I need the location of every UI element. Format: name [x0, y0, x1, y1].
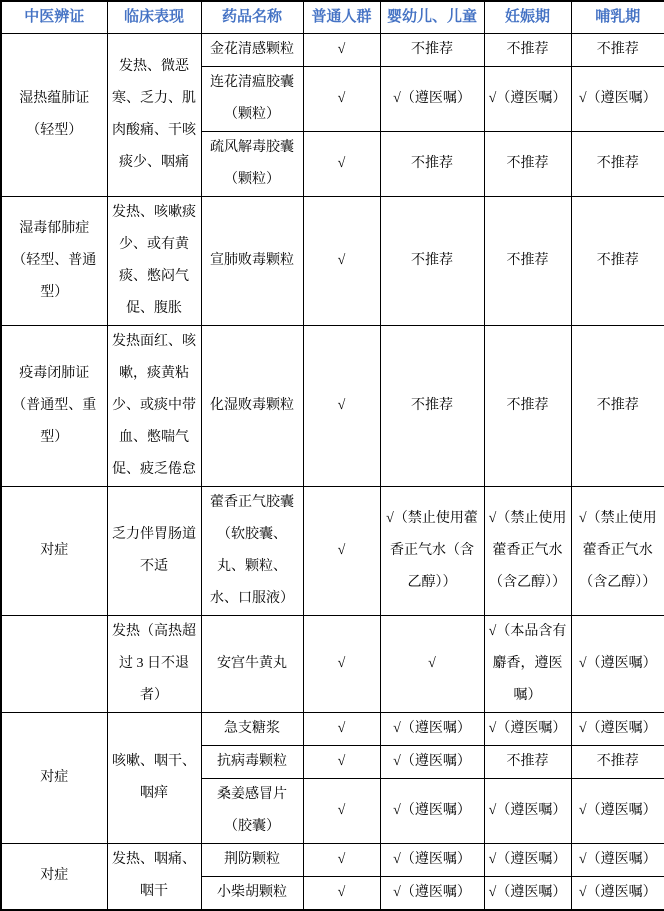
syndrome-cell: 湿毒郁肺症（轻型、普通型） — [1, 196, 107, 325]
header-clinical: 临床表现 — [107, 1, 201, 33]
rec-pregnancy-cell: √（遵医嘱） — [484, 66, 571, 131]
rec-lactation-cell: 不推荐 — [571, 325, 664, 486]
drug-name-cell: 宣肺败毒颗粒 — [201, 196, 303, 325]
drug-name-cell: 急支糖浆 — [201, 712, 303, 745]
rec-pregnancy-cell: √（本品含有麝香，遵医嘱） — [484, 615, 571, 712]
syndrome-cell: 对症 — [1, 486, 107, 615]
header-lactation: 哺乳期 — [571, 1, 664, 33]
rec-children-cell: √（禁止使用藿香正气水（含乙醇）） — [380, 486, 484, 615]
rec-pregnancy-cell: √（遵医嘱） — [484, 843, 571, 876]
rec-lactation-cell: √（禁止使用藿香正气水（含乙醇）） — [571, 486, 664, 615]
drug-name-cell: 桑姜感冒片（胶囊） — [201, 778, 303, 843]
rec-lactation-cell: √（遵医嘱） — [571, 66, 664, 131]
rec-lactation-cell: √（遵医嘱） — [571, 778, 664, 843]
rec-general-cell: √ — [303, 778, 380, 843]
rec-pregnancy-cell: 不推荐 — [484, 196, 571, 325]
table-row — [1, 196, 664, 325]
drug-name-cell: 安宫牛黄丸 — [201, 615, 303, 712]
clinical-cell: 发热面红、咳嗽，痰黄粘少、或痰中带血、憋喘气促、疲乏倦怠 — [107, 325, 201, 486]
rec-lactation-cell: √（遵医嘱） — [571, 876, 664, 910]
clinical-cell: 发热、咽痛、咽干 — [107, 843, 201, 910]
rec-children-cell: √ — [380, 615, 484, 712]
header-drug-name: 药品名称 — [201, 1, 303, 33]
rec-children-cell: 不推荐 — [380, 33, 484, 66]
rec-general-cell: √ — [303, 876, 380, 910]
rec-pregnancy-cell: 不推荐 — [484, 745, 571, 778]
table-row — [1, 615, 664, 712]
drug-name-cell: 抗病毒颗粒 — [201, 745, 303, 778]
table-row — [1, 33, 664, 66]
rec-general-cell: √ — [303, 66, 380, 131]
rec-children-cell: √（遵医嘱） — [380, 876, 484, 910]
rec-pregnancy-cell: √（禁止使用藿香正气水（含乙醇）） — [484, 486, 571, 615]
rec-pregnancy-cell: 不推荐 — [484, 325, 571, 486]
drug-name-cell: 化湿败毒颗粒 — [201, 325, 303, 486]
drug-name-cell: 疏风解毒胶囊（颗粒） — [201, 131, 303, 196]
rec-lactation-cell: √（遵医嘱） — [571, 615, 664, 712]
rec-general-cell: √ — [303, 843, 380, 876]
rec-pregnancy-cell: 不推荐 — [484, 131, 571, 196]
drug-name-cell: 连花清瘟胶囊（颗粒） — [201, 66, 303, 131]
rec-children-cell: √（遵医嘱） — [380, 66, 484, 131]
table-row — [1, 843, 664, 876]
rec-lactation-cell: √（遵医嘱） — [571, 712, 664, 745]
table-row — [1, 325, 664, 486]
rec-general-cell: √ — [303, 325, 380, 486]
header-syndrome: 中医辨证 — [1, 1, 107, 33]
header-infants-children: 婴幼儿、儿童 — [380, 1, 484, 33]
clinical-cell: 咳嗽、咽干、咽痒 — [107, 712, 201, 843]
header-row — [1, 1, 664, 33]
syndrome-cell — [1, 615, 107, 712]
rec-pregnancy-cell: √（遵医嘱） — [484, 876, 571, 910]
table-row — [1, 712, 664, 745]
rec-lactation-cell: 不推荐 — [571, 33, 664, 66]
rec-general-cell: √ — [303, 196, 380, 325]
rec-children-cell: √（遵医嘱） — [380, 712, 484, 745]
rec-lactation-cell: 不推荐 — [571, 196, 664, 325]
clinical-cell: 发热、微恶寒、乏力、肌肉酸痛、干咳痰少、咽痛 — [107, 33, 201, 196]
header-general-population: 普通人群 — [303, 1, 380, 33]
clinical-cell: 发热（高热超过 3 日不退者） — [107, 615, 201, 712]
drug-name-cell: 藿香正气胶囊（软胶囊、丸、颗粒、水、口服液） — [201, 486, 303, 615]
clinical-cell: 发热、咳嗽痰少、或有黄痰、憋闷气促、腹胀 — [107, 196, 201, 325]
rec-children-cell: √（遵医嘱） — [380, 843, 484, 876]
rec-general-cell: √ — [303, 486, 380, 615]
rec-lactation-cell: √（遵医嘱） — [571, 843, 664, 876]
syndrome-cell: 疫毒闭肺证（普通型、重型） — [1, 325, 107, 486]
drug-name-cell: 荆防颗粒 — [201, 843, 303, 876]
rec-children-cell: 不推荐 — [380, 131, 484, 196]
syndrome-cell: 对症 — [1, 712, 107, 843]
syndrome-cell: 湿热蕴肺证（轻型） — [1, 33, 107, 196]
drug-name-cell: 小柴胡颗粒 — [201, 876, 303, 910]
header-pregnancy: 妊娠期 — [484, 1, 571, 33]
rec-general-cell: √ — [303, 33, 380, 66]
rec-children-cell: √（遵医嘱） — [380, 745, 484, 778]
syndrome-cell: 对症 — [1, 843, 107, 910]
drug-name-cell: 金花清感颗粒 — [201, 33, 303, 66]
rec-general-cell: √ — [303, 615, 380, 712]
rec-children-cell: 不推荐 — [380, 196, 484, 325]
rec-children-cell: √（遵医嘱） — [380, 778, 484, 843]
rec-children-cell: 不推荐 — [380, 325, 484, 486]
rec-general-cell: √ — [303, 131, 380, 196]
rec-pregnancy-cell: √（遵医嘱） — [484, 778, 571, 843]
rec-lactation-cell: 不推荐 — [571, 745, 664, 778]
rec-pregnancy-cell: √（遵医嘱） — [484, 712, 571, 745]
table-row — [1, 486, 664, 615]
rec-general-cell: √ — [303, 745, 380, 778]
rec-general-cell: √ — [303, 712, 380, 745]
rec-pregnancy-cell: 不推荐 — [484, 33, 571, 66]
clinical-cell: 乏力伴胃肠道不适 — [107, 486, 201, 615]
rec-lactation-cell: 不推荐 — [571, 131, 664, 196]
